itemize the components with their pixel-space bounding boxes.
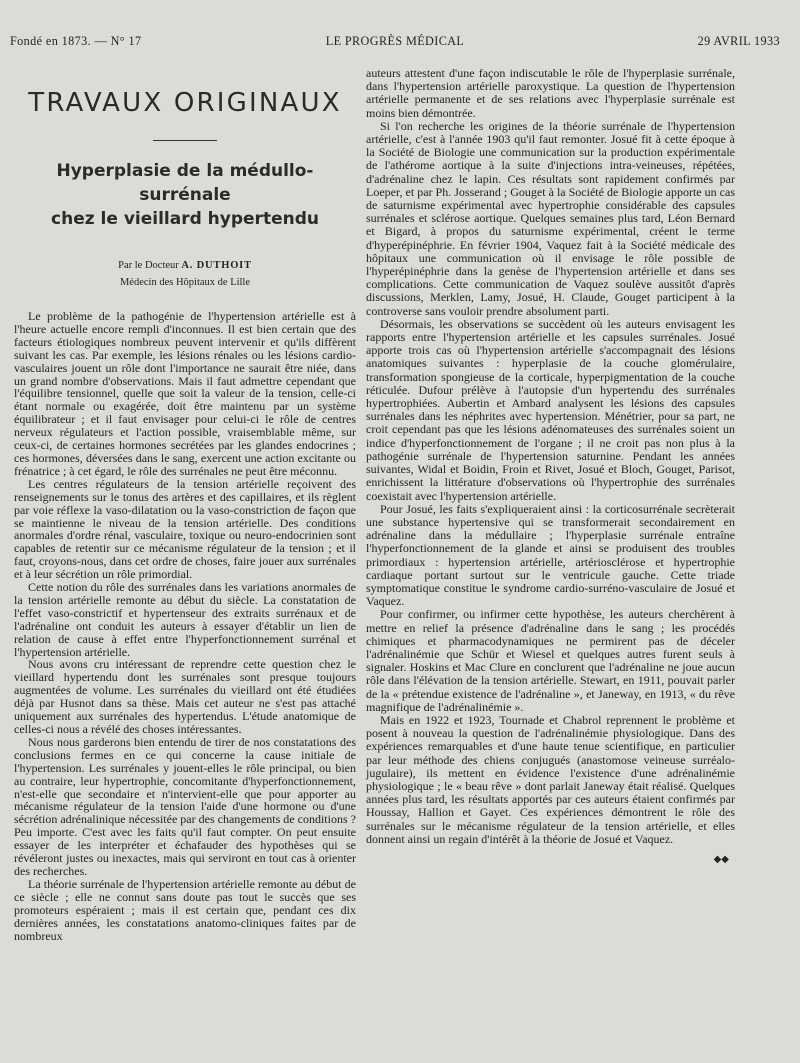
paragraph: Pour confirmer, ou infirmer cette hypothèse, les auteurs cherchèrent à mettre en relief la présence d'adrénaline dans le sang ; les procédés chimiques et pharmacodynamiques ne permirent pas de déceler l'adrénalinémie que Schür et Wiesel et quelques autres furent seuls à signaler. Hoskins et Mac Clure en conclurent que l'adrénaline ne joue aucun rôle dans l'élévation de la tension artérielle. Stewart, en 1911, pouvait parler de la « prétendue existence de l'adrénaline », et Janeway, en 1913, « du rêve magnifique de l'adrénalinémie ». [366, 607, 735, 714]
right-column [366, 67, 735, 865]
issue-date: 29 AVRIL 1933 [697, 34, 780, 48]
byline-prefix: Par le Docteur [118, 260, 179, 271]
paragraph: Le problème de la pathogénie de l'hypertension artérielle est à l'heure actuelle encore rempli d'inconnues. Il est bien certain que des facteurs étiologiques nombreux peuvent intervenir et qu'ils diffèrent suivant les cas. Par exemple, les lésions rénales ou les lésions cardio-vasculaires jouent un rôle dont l'importance ne saurait être niée, dans un grand nombre d'observations. Mais il faut admettre cependant que l'équilibre tensionnel, quelle que soit la valeur de la tension, celle-ci étant normale ou exagérée, doit être maintenu par un système équilibrateur ; et il faut envisager pour celui-ci le rôle de centres nerveux régulateurs et l'action possible, vraisemblable même, sur ceux-ci, de certaines hormones secrétées par les glandes endocrines ; ces hormones, déversées dans le sang, exercent une action excitante ou frénatrice ; à cet égard, le rôle des surrénales ne peut être méconnu. [14, 309, 356, 478]
paragraph: auteurs attestent d'une façon indiscutable le rôle de l'hyperplasie surrénale, dans l'hypertension artérielle paroxystique. La question de l'hypertension artérielle permanente et de ses relations avec l'hyperplasie surrénale est moins bien démontrée. [366, 66, 735, 120]
byline [14, 259, 356, 273]
left-column [14, 70, 356, 942]
author-name: A. DUTHOIT [181, 260, 252, 271]
author-affiliation: Médecin des Hôpitaux de Lille [119, 277, 251, 288]
journal-name: LE PROGRÈS MÉDICAL [325, 34, 465, 48]
paragraph: Si l'on recherche les origines de la théorie surrénale de l'hypertension artérielle, c'est à l'année 1903 qu'il faut remonter. Josué fit à cette époque à la Société de Biologie une communication sur la production expérimentale de l'athérome aortique à la suite d'injections intra-veineuses, répétées, d'adrénaline chez le lapin. Ces résultats sont rapidement confirmés par Loeper, et par Ph. Josserand ; Gouget à la Société de Biologie apporte un cas de saturnisme expérimental avec hypertrophie considérable des capsules surrénales et sclérose aortique. Quelques semaines plus tard, Léon Bernard et Bigard, à propos du saturnisme expérimental, créent le terme d'hyperépinéphrie. En février 1904, Vaquez fait à la Société médicale des hôpitaux une communication où il envisage le rôle possible de l'hyperépinéphrie dans la genèse de l'hypertension artérielle et dans ses complications. Cette communication de Vaquez soulève aussitôt d'après discussions, Merklen, Lamy, Josué, H. Claude, Gouget participent à la controverse sans vouloir prendre absolument parti. [366, 118, 735, 318]
section-title: TRAVAUX ORIGINAUX [28, 88, 342, 118]
paragraph: Pour Josué, les faits s'expliqueraient ainsi : la corticosurrénale secrèterait une substance hypertensive qui se transformerait secondairement en adrénaline dans la médullaire ; l'hyperplasie surrénale entraîne l'hyperfonctionnement de la glande et ainsi se produisent des troubles primordiaux : hypertension artérielle, artériosclérose et hypertrophie cardiaque portant surtout sur le ventricule gauche. Cette triade symptomatique constitue le syndrome cardio-surréno-vasculaire de Josué et Vaquez. [366, 501, 735, 609]
end-ornament: ◆◆ [713, 853, 729, 865]
left-body-text [14, 310, 356, 942]
article-title-line-2: chez le vieillard hypertendu [51, 209, 319, 229]
founding-info: Fondé en 1873. — N° 17 [10, 34, 142, 48]
paragraph: Désormais, les observations se succèdent où les auteurs envisagent les rapports entre l'hypertension artérielle et les capsules surrénales. Josué apporte trois cas où l'hypertension artérielle s'accompagnait des lésions anatomiques suivantes : hyperplasie de la couche glomérulaire, transformation spongieuse de la corticale, hyperpigmentation de la couche réticulée. Dufour prélève à l'autopsie d'un hypertendu des surrénales hypertrophiées. Aubertin et Ambard analysent les lésions des capsules surrénales dans les néphrites avec hypertension. Ménétrier, pour sa part, ne croit cependant pas que les lésions adénomateuses des surrénales soient un indice d'hyperfonctionnement de l'organe ; il ne croit pas non plus à la pathogénie surrénale de l'hypertension saturnine. Pendant les années suivantes, Widal et Boidin, Froin et Rivet, Josué et Bloch, Gouget, Parisot, enrichissent la littérature d'observations où l'hypertrophie des surrénales coexistait avec l'hypertension artérielle. [366, 316, 735, 503]
title-rule [153, 140, 217, 141]
paragraph: Nous nous garderons bien entendu de tirer de nos constatations des conclusions fermes en ce qui concerne la cause initiale de l'hypertension. Les surrénales y jouent-elles le rôle principal, ou bien au contraire, leur hypertrophie, concomitante d'hyperfonctionnement, n'est-elle que secondaire et n'intervient-elle que pour apporter au mécanisme régulateur de la tension l'aide d'une hormone ou d'une sécrétion adrénalinique nécessitée par des changements de conditions ? Peu importe. C'est avec les faits qu'il faut compter. On peut ensuite essayer de les interpréter et échafauder des hypothèses qui se révéleront justes ou inexactes, mais qui serviront en tout cas à orienter des recherches. [14, 734, 356, 878]
paragraph: Cette notion du rôle des surrénales dans les variations anormales de la tension artérielle remonte au début du siècle. La constatation de l'effet vaso-constrictif et hypertenseur des extraits surrénaux et de l'adrénaline ont conduit les auteurs à essayer d'établir un lien de relation de cause à effet entre l'hyperfonctionnement surrénal et l'hypertension artérielle. [14, 580, 356, 659]
paragraph: Les centres régulateurs de la tension artérielle reçoivent des renseignements sur le tonus des artères et des capillaires, et ils règlent par voie réflexe la vaso-dilatation ou la vaso-constriction de façon que se maintienne le niveau de la tension artérielle. Des conditions anormales d'ordre rénal, vasculaire, toxique ou neuro-endocrinien sont capables de retentir sur ce mécanisme régulateur de la tension ; et il faut, croyons-nous, dans cet ordre de choses, faire jouer aux surrénales et à leur sécrétion un rôle primordial. [14, 476, 356, 582]
paragraph: La théorie surrénale de l'hypertension artérielle remonte au début de ce siècle ; elle ne connut sans doute pas tout le succès que ses promoteurs espéraient ; mais il est certain que, pendant ces dix dernières années, les constatations anatomo-cliniques faites par de nombreux [14, 876, 356, 943]
paragraph: Mais en 1922 et 1923, Tournade et Chabrol reprennent le problème et posent à nouveau la question de l'adrénalinémie physiologique. Dans des expériences remarquables et d'une haute tenue scientifique, en particulier par leur méthode des chiens conjugués (anastomose veineuse surréalo-jugulaire), ils mettent en évidence l'existence d'une adrénalinémie physiologique ; le « beau rêve » dont parlait Janeway était réalisé. Quelques années plus tard, les résultats apportés par ces auteurs étaient confirmés par Houssay, Hallion et Gayet. Ces expériences démontrent le rôle des surrénales sur le mécanisme régulateur de la tension artérielle, et elles donnent ainsi un regain d'intérêt à la théorie de Josué et Vaquez. [366, 712, 735, 846]
paragraph: Nous avons cru intéressant de reprendre cette question chez le vieillard hypertendu dont les surrénales sont presque toujours augmentées de volume. Les surrénales du vieillard ont été étudiées déjà par Husnot dans sa thèse. Mais cet auteur ne s'est pas attaché uniquement aux surrénales des hypertendus. L'étude anatomique de celles-ci nous a révélé des choses intéressantes. [14, 657, 356, 736]
article-title-line-1: Hyperplasie de la médullo-surrénale [56, 161, 314, 205]
article-title [14, 159, 356, 231]
